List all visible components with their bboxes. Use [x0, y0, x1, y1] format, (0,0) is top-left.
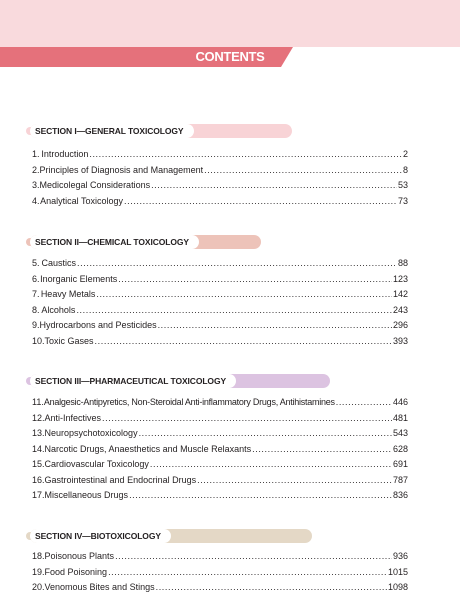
entry-page: 936 — [392, 551, 408, 561]
entry-number: 14. — [32, 443, 45, 454]
dot-leader — [151, 178, 397, 194]
dot-leader — [95, 334, 392, 350]
entry-number: 17. — [32, 490, 45, 500]
entry-number: 13. — [32, 428, 45, 438]
entry-number: 5. — [32, 258, 40, 268]
toc-entry[interactable] — [32, 580, 408, 596]
entry-page: 543 — [392, 428, 408, 438]
entry-number: 8. — [32, 304, 40, 315]
entry-title: Toxic Gases — [44, 335, 94, 346]
dot-leader — [156, 580, 387, 596]
entry-number: 16. — [32, 474, 45, 485]
entry-page: 628 — [392, 443, 408, 454]
section-ii-header — [30, 235, 261, 249]
entry-number: 1. — [32, 149, 40, 159]
dot-leader — [89, 147, 402, 163]
toc-entry[interactable] — [32, 194, 408, 210]
section-iv-list — [32, 549, 408, 596]
toc-entry[interactable] — [32, 488, 408, 504]
entry-number: 19. — [32, 566, 45, 577]
entry-title: Medicolegal Considerations — [39, 180, 151, 190]
entry-title: Gastrointestinal and Endocrinal Drugs — [44, 474, 197, 485]
dot-leader — [158, 318, 392, 334]
entry-number: 20. — [32, 582, 45, 592]
entry-title: Food Poisoning — [44, 566, 108, 577]
dot-leader — [108, 565, 387, 581]
dot-leader — [252, 442, 392, 458]
entry-title: Heavy Metals — [40, 289, 96, 299]
entry-number: 2. — [32, 164, 40, 175]
entry-page: 123 — [392, 273, 408, 284]
dot-leader — [102, 411, 392, 427]
entry-number: 7. — [32, 289, 40, 299]
entry-title: Poisonous Plants — [44, 551, 115, 561]
section-i-header — [30, 124, 292, 138]
entry-number: 9. — [32, 320, 40, 330]
entry-title: Caustics — [41, 258, 77, 268]
entry-number: 10. — [32, 335, 45, 346]
toc-entry[interactable] — [32, 334, 408, 350]
dot-leader — [118, 272, 392, 288]
toc-entry[interactable] — [32, 303, 408, 319]
entry-number: 4. — [32, 195, 40, 206]
dot-leader — [77, 256, 397, 272]
section-iv-header — [30, 529, 312, 543]
entry-title: Analgesic-Antipyretics, Non-Steroidal Anti-inflammatory Drugs, Antihistamines — [43, 397, 335, 407]
section-iii-heading: SECTION III—PHARMACEUTICAL TOXICOLOGY — [30, 374, 236, 388]
dot-leader — [150, 457, 392, 473]
entry-title: Venomous Bites and Stings — [44, 582, 155, 592]
entry-page: 243 — [392, 304, 408, 315]
dot-leader — [204, 163, 402, 179]
entry-page: 142 — [392, 289, 408, 299]
toc-entry[interactable] — [32, 426, 408, 442]
toc-entry[interactable] — [32, 457, 408, 473]
header-band — [0, 0, 460, 47]
entry-page: 88 — [397, 258, 408, 268]
toc-entry[interactable] — [32, 565, 408, 581]
entry-title: Miscellaneous Drugs — [44, 490, 129, 500]
entry-page: 296 — [392, 320, 408, 330]
dot-leader — [115, 549, 392, 565]
entry-title: Inorganic Elements — [40, 273, 118, 284]
toc-entry[interactable] — [32, 549, 408, 565]
entry-number: 3. — [32, 180, 40, 190]
section-i-heading: SECTION I—GENERAL TOXICOLOGY — [30, 124, 194, 138]
entry-title: Cardiovascular Toxicology — [44, 459, 149, 469]
entry-number: 12. — [32, 412, 45, 423]
toc-entry[interactable] — [32, 411, 408, 427]
contents-banner — [0, 47, 460, 67]
entry-number: 18. — [32, 551, 45, 561]
section-ii-heading: SECTION II—CHEMICAL TOXICOLOGY — [30, 235, 199, 249]
dot-leader — [197, 473, 392, 489]
dot-leader — [76, 303, 392, 319]
section-iii-header — [30, 374, 330, 388]
entry-number: 6. — [32, 273, 40, 284]
entry-page: 73 — [397, 195, 408, 206]
dot-leader — [124, 194, 397, 210]
section-iii-list — [32, 395, 408, 504]
entry-page: 8 — [402, 164, 408, 175]
entry-page: 2 — [402, 149, 408, 159]
page-title: CONTENTS — [195, 49, 265, 64]
section-iv-heading: SECTION IV—BIOTOXICOLOGY — [30, 529, 171, 543]
entry-title: Introduction — [41, 149, 89, 159]
entry-title: Analytical Toxicology — [40, 195, 124, 206]
toc-entry[interactable] — [32, 287, 408, 303]
dot-leader — [129, 488, 392, 504]
dot-leader — [139, 426, 392, 442]
toc-entry[interactable] — [32, 318, 408, 334]
toc-entry[interactable] — [32, 163, 408, 179]
toc-entry[interactable] — [32, 473, 408, 489]
entry-page: 1015 — [387, 566, 408, 577]
entry-number: 15. — [32, 459, 45, 469]
entry-title: Hydrocarbons and Pesticides — [39, 320, 157, 330]
toc-entry[interactable] — [32, 272, 408, 288]
toc-entry[interactable] — [32, 395, 408, 411]
entry-title: Alcohols — [41, 304, 76, 315]
entry-page: 787 — [392, 474, 408, 485]
dot-leader — [96, 287, 392, 303]
entry-page: 53 — [397, 180, 408, 190]
toc-entry[interactable] — [32, 256, 408, 272]
entry-page: 481 — [392, 412, 408, 423]
entry-title: Narcotic Drugs, Anaesthetics and Muscle Relaxants — [44, 443, 252, 454]
dot-leader — [336, 395, 392, 411]
toc-entry[interactable] — [32, 147, 408, 163]
entry-page: 691 — [392, 459, 408, 469]
entry-title: Anti-Infectives — [44, 412, 102, 423]
entry-title: Principles of Diagnosis and Management — [39, 164, 204, 175]
section-i-list — [32, 147, 408, 209]
entry-page: 836 — [392, 490, 408, 500]
section-ii-list — [32, 256, 408, 349]
entry-number: 11. — [32, 397, 44, 407]
entry-title: Neuropsychotoxicology — [44, 428, 138, 438]
toc-entry[interactable] — [32, 178, 408, 194]
entry-page: 1098 — [387, 582, 408, 592]
entry-page: 446 — [392, 397, 408, 407]
toc-entry[interactable] — [32, 442, 408, 458]
entry-page: 393 — [392, 335, 408, 346]
